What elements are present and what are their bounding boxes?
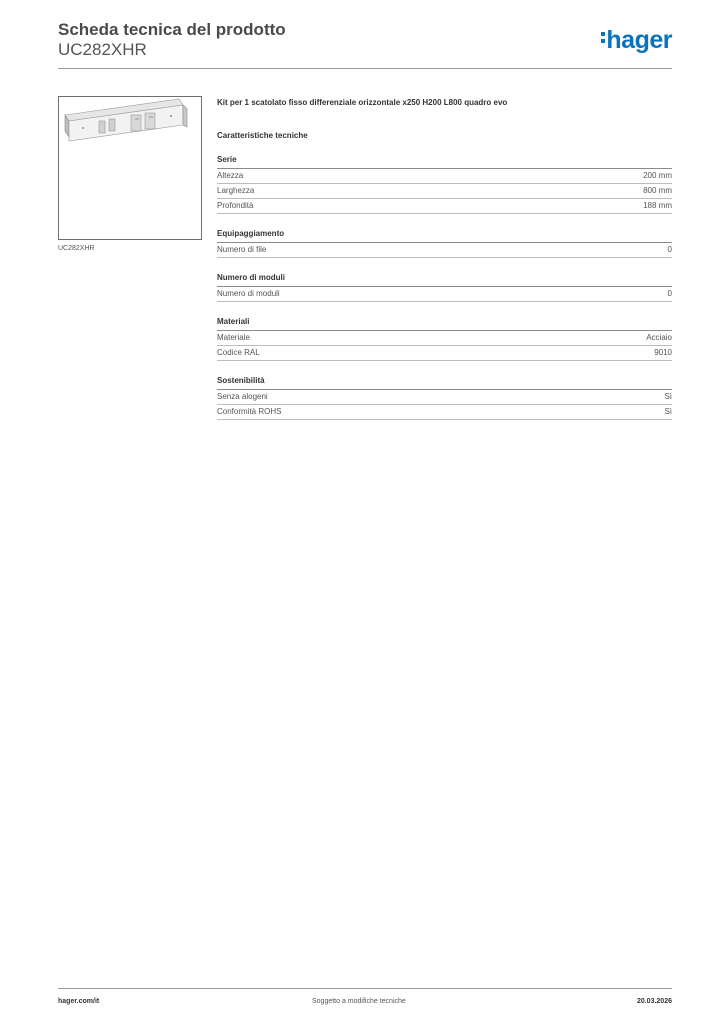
spec-value: 188 mm xyxy=(643,201,672,210)
logo-text: hager xyxy=(606,26,672,54)
product-illustration xyxy=(59,97,201,239)
spec-label: Materiale xyxy=(217,333,250,342)
spec-label: Conformità ROHS xyxy=(217,407,282,416)
spec-value: Sì xyxy=(664,392,672,401)
page-title: Scheda tecnica del prodotto xyxy=(58,20,286,39)
spec-group-serie xyxy=(217,154,672,214)
group-title: Numero di moduli xyxy=(217,272,672,287)
spec-row xyxy=(217,169,672,184)
product-code: UC282XHR xyxy=(58,40,147,59)
spec-row xyxy=(217,243,672,258)
group-title: Sostenibilità xyxy=(217,375,672,390)
spec-value: 9010 xyxy=(654,348,672,357)
spec-label: Codice RAL xyxy=(217,348,260,357)
logo-colon-icon xyxy=(601,29,606,46)
spec-row xyxy=(217,346,672,361)
spec-value: 200 mm xyxy=(643,171,672,180)
product-image xyxy=(58,96,202,240)
footer-note: Soggetto a modifiche tecniche xyxy=(312,998,406,1005)
spec-row xyxy=(217,184,672,199)
spec-row xyxy=(217,287,672,302)
page-header xyxy=(58,20,672,69)
spec-value: 800 mm xyxy=(643,186,672,195)
group-title: Materiali xyxy=(217,316,672,331)
spec-value: 0 xyxy=(667,245,672,254)
hager-logo xyxy=(601,26,672,55)
spec-label: Numero di file xyxy=(217,245,267,254)
spec-group-equipaggiamento xyxy=(217,228,672,258)
group-title: Equipaggiamento xyxy=(217,228,672,243)
spec-label: Senza alogeni xyxy=(217,392,268,401)
spec-value: 0 xyxy=(667,289,672,298)
spec-group-sostenibilita xyxy=(217,375,672,420)
footer-date: 20.03.2026 xyxy=(636,998,672,1005)
spec-row xyxy=(217,405,672,420)
spec-label: Altezza xyxy=(217,171,244,180)
product-description: Kit per 1 scatolato fisso differenziale orizzontale x250 H200 L800 quadro evo xyxy=(217,98,508,107)
spec-label: Numero di moduli xyxy=(217,289,280,298)
spec-group-moduli xyxy=(217,272,672,302)
spec-group-materiali xyxy=(217,316,672,361)
section-title: Caratteristiche tecniche xyxy=(217,131,308,140)
page-footer xyxy=(58,988,672,1005)
spec-row xyxy=(217,199,672,214)
footer-website-link[interactable]: hager.com/it xyxy=(58,998,100,1005)
main-content xyxy=(217,97,672,420)
spec-label: Profondità xyxy=(217,201,254,210)
spec-value: Acciaio xyxy=(646,333,672,342)
image-caption: UC282XHR xyxy=(58,245,95,252)
spec-row xyxy=(217,331,672,346)
spec-label: Larghezza xyxy=(217,186,255,195)
spec-row xyxy=(217,390,672,405)
spec-value: Sì xyxy=(664,407,672,416)
group-title: Serie xyxy=(217,154,672,169)
